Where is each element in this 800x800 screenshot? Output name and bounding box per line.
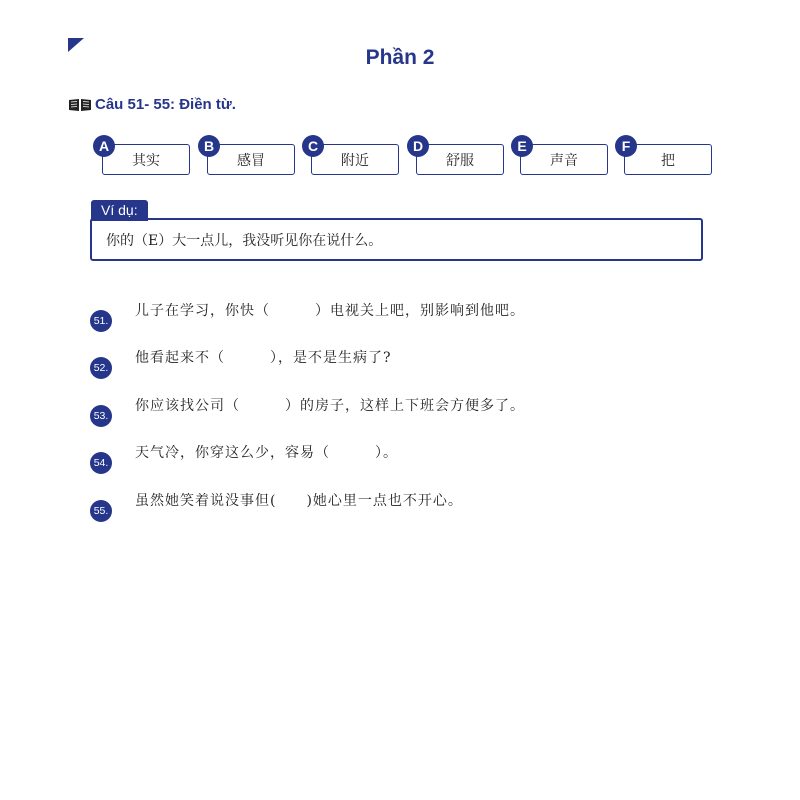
option-letter: F [615,135,637,157]
question-text: 儿子在学习，你快（ ）电视关上吧，别影响到他吧。 [135,303,525,319]
option-b [203,138,295,175]
page-title: Phần 2 [365,46,435,69]
option-letter: E [511,135,533,157]
option-c [307,138,399,175]
option-a [98,138,190,175]
section-heading [68,96,236,113]
question-number: 54. [90,452,112,474]
option-d [412,138,504,175]
question-number: 55. [90,500,112,522]
question-53 [90,395,525,427]
option-letter: D [407,135,429,157]
option-letter: A [93,135,115,157]
option-e [517,138,608,175]
option-word: 把 [661,152,675,169]
option-word: 舒服 [446,152,474,169]
option-letter: C [302,135,324,157]
question-number: 52. [90,357,112,379]
example-label: Ví dụ: [91,200,148,221]
question-51 [90,300,525,332]
question-number: 51. [90,310,112,332]
example-text: 你的（E）大一点儿，我没听见你在说什么。 [106,232,383,249]
question-text: 天气冷，你穿这么少，容易（ ）。 [135,445,398,461]
option-word: 其实 [132,152,160,169]
example-box [90,218,703,261]
option-word: 感冒 [237,152,265,169]
section-heading-text: Câu 51- 55: Điền từ. [95,96,236,113]
option-word: 声音 [550,152,578,169]
question-text: 你应该找公司（ ）的房子，这样上下班会方便多了。 [135,398,525,414]
question-55 [90,490,463,522]
option-letter: B [198,135,220,157]
question-text: 虽然她笑着说没事但( )她心里一点也不开心。 [135,493,463,509]
question-text: 他看起来不（ ），是不是生病了? [135,350,392,366]
question-52 [90,347,392,379]
option-f [621,138,712,175]
open-book-icon [68,98,92,112]
question-54 [90,442,398,474]
option-word: 附近 [341,152,369,169]
question-number: 53. [90,405,112,427]
